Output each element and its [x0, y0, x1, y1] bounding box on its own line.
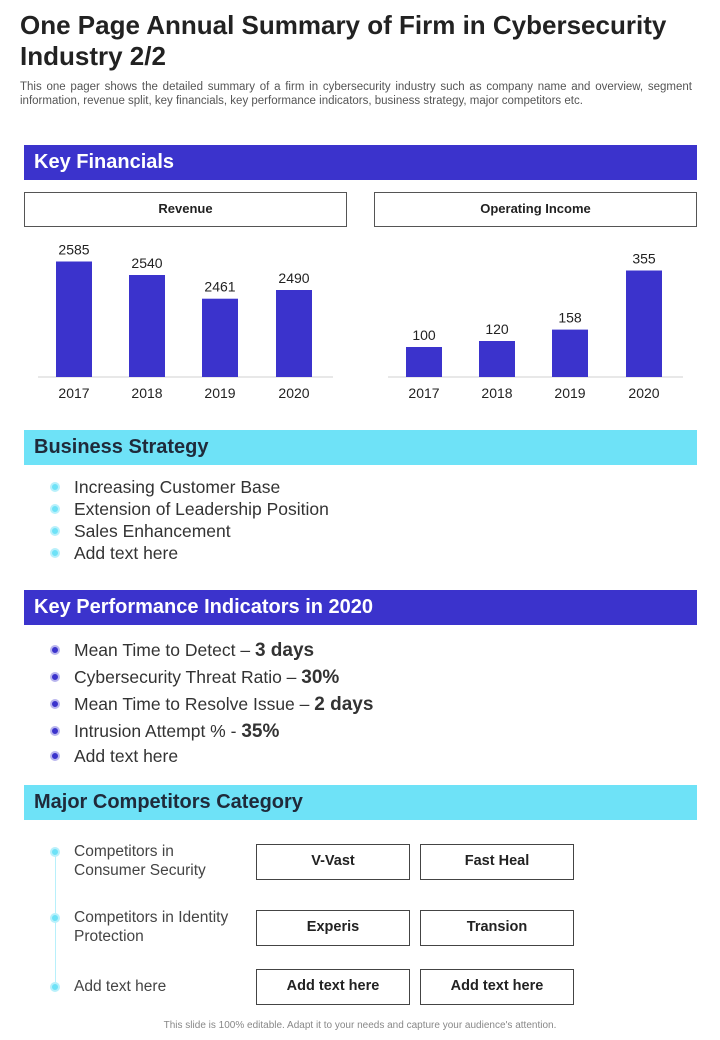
data-label: 355: [632, 250, 656, 267]
list-item: Cybersecurity Threat Ratio – 30%: [50, 664, 373, 691]
tick-label: 2017: [408, 385, 440, 401]
data-label: 2585: [58, 241, 90, 258]
operating-income-chart-title: Operating Income: [374, 192, 697, 227]
data-label: 100: [412, 327, 436, 343]
tick-label: 2018: [131, 385, 163, 401]
kpi-value: 2 days: [314, 694, 374, 715]
data-label: 2540: [131, 255, 163, 271]
list-item: Increasing Customer Base: [50, 476, 329, 498]
bullet-icon: [50, 482, 60, 492]
bullet-icon: [50, 699, 60, 709]
data-label: 158: [558, 309, 582, 326]
operating-income-chart: [374, 230, 697, 405]
bullet-icon: [50, 726, 60, 736]
bullet-icon: [50, 672, 60, 682]
key-financials-heading: Key Financials: [24, 145, 697, 180]
bar: [56, 262, 92, 378]
tick-label: 2020: [628, 385, 660, 401]
tick-label: 2019: [554, 385, 586, 401]
list-item: Mean Time to Resolve Issue – 2 days: [50, 691, 373, 718]
footer-note: This slide is 100% editable. Adapt it to your needs and capture your audience's attention.: [163, 1020, 557, 1031]
bar: [406, 347, 442, 377]
bar: [479, 341, 515, 377]
data-label: 2490: [278, 270, 310, 286]
kpi-value: 3 days: [254, 640, 315, 661]
competitor-category: Competitors in Identity Protection: [74, 909, 229, 945]
competitor-box: Fast Heal: [420, 844, 574, 880]
bar: [626, 271, 662, 378]
list-item: Add text here: [50, 745, 373, 767]
bar: [202, 299, 238, 377]
bullet-icon: [50, 982, 60, 992]
list-item: Sales Enhancement: [50, 520, 329, 542]
competitor-box: Transion: [420, 910, 574, 946]
bullet-icon: [50, 504, 60, 514]
bullet-icon: [50, 645, 60, 655]
competitor-category: Competitors in Consumer Security: [74, 843, 206, 879]
kpi-list: [50, 637, 373, 767]
bar: [276, 290, 312, 377]
competitors-heading: Major Competitors Category: [24, 785, 697, 820]
competitor-box: V-Vast: [256, 844, 410, 880]
data-label: 120: [485, 321, 509, 337]
list-item: Extension of Leadership Position: [50, 498, 329, 520]
competitor-box: Experis: [256, 910, 410, 946]
page-subtitle: This one pager shows the detailed summary of a firm in cybersecurity industry such as company name and overview, segment information, revenue split, key financials, key performance indicators, business strategy, major competitors etc.: [20, 81, 692, 107]
kpi-value: 30%: [301, 667, 340, 688]
list-item: Add text here: [50, 542, 329, 564]
kpi-value: 35%: [241, 721, 280, 742]
tick-label: 2017: [58, 385, 90, 401]
bullet-icon: [50, 526, 60, 536]
revenue-chart-title: Revenue: [24, 192, 347, 227]
tick-label: 2020: [278, 385, 310, 401]
bullet-icon: [50, 847, 60, 857]
competitor-box: Add text here: [256, 969, 410, 1005]
bullet-icon: [50, 548, 60, 558]
list-item: Mean Time to Detect – 3 days: [50, 637, 373, 664]
bar: [552, 330, 588, 377]
revenue-chart: [24, 230, 347, 405]
competitor-box: Add text here: [420, 969, 574, 1005]
competitor-category: Add text here: [74, 978, 167, 995]
business-strategy-list: [50, 476, 329, 564]
bullet-icon: [50, 913, 60, 923]
tick-label: 2019: [204, 385, 236, 401]
page-title: One Page Annual Summary of Firm in Cybersecurity Industry 2/2: [20, 10, 667, 71]
bullet-icon: [50, 751, 60, 761]
data-label: 2461: [204, 278, 236, 295]
kpi-heading: Key Performance Indicators in 2020: [24, 590, 697, 625]
tick-label: 2018: [481, 385, 513, 401]
list-item: Intrusion Attempt % - 35%: [50, 718, 373, 745]
business-strategy-heading: Business Strategy: [24, 430, 697, 465]
bar: [129, 275, 165, 377]
